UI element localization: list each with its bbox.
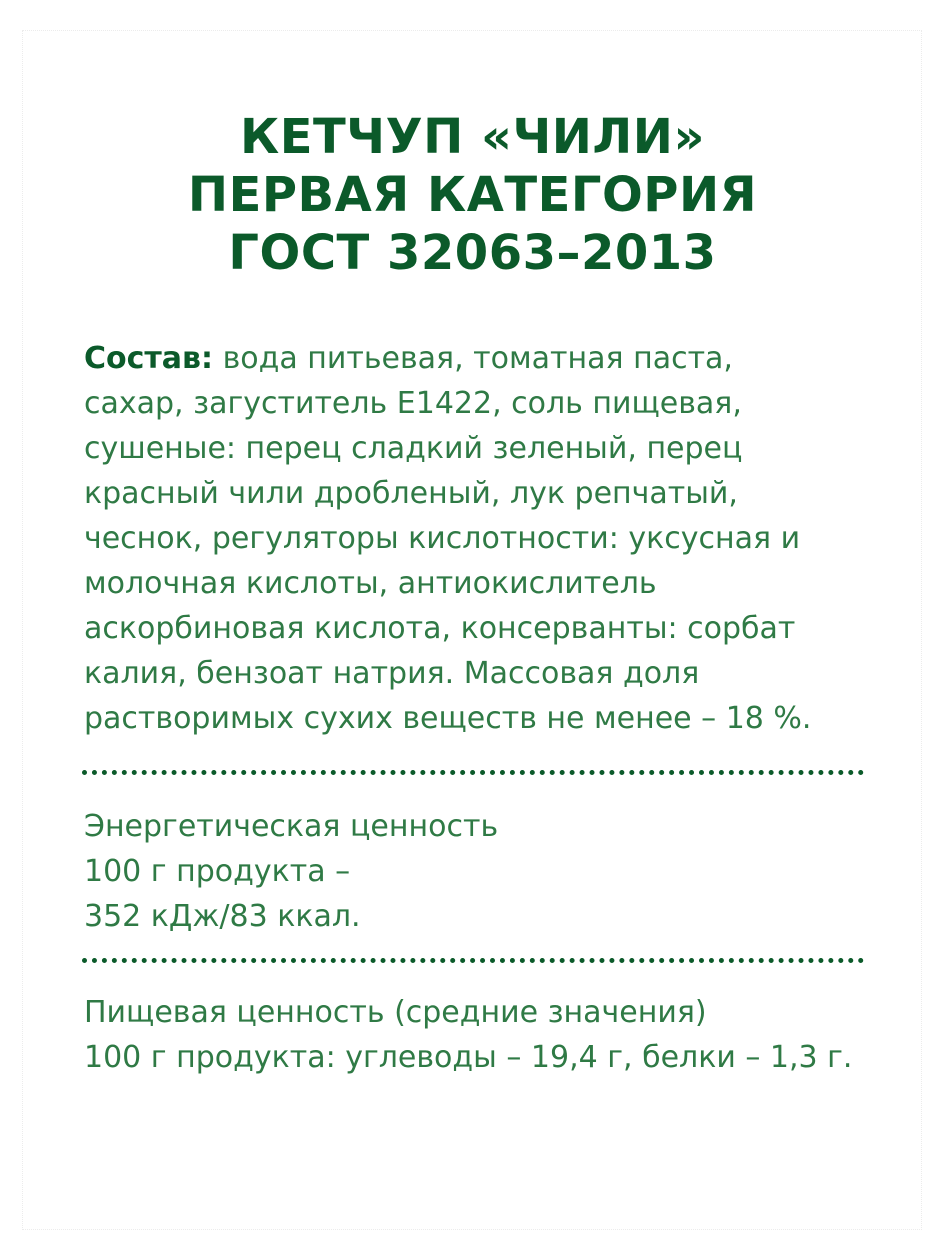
nutrition-line: Пищевая ценность (средние значения) (84, 995, 707, 1030)
product-title (0, 108, 945, 282)
energy-line: 100 г продукта – (84, 854, 351, 889)
energy-line: Энергетическая ценность (84, 809, 499, 844)
title-line-2: ПЕРВАЯ КАТЕГОРИЯ (187, 167, 758, 223)
nutrition-value-section (84, 990, 852, 1080)
composition-text (84, 336, 884, 741)
composition-line: красный чили дробленый, лук репчатый, (84, 476, 738, 511)
composition-line: калия, бензоат натрия. Массовая доля (84, 656, 700, 691)
composition-line: сахар, загуститель Е1422, соль пищевая, (84, 386, 742, 421)
dotted-divider (82, 770, 864, 775)
nutrition-line: 100 г продукта: углеводы – 19,4 г, белки – 1,3 г. (84, 1040, 853, 1075)
title-line-3: ГОСТ 32063–2013 (228, 225, 717, 281)
dotted-divider (82, 958, 864, 963)
composition-section (84, 336, 884, 741)
composition-label: Состав: (84, 341, 214, 376)
energy-line: 352 кДж/83 ккал. (84, 899, 361, 934)
composition-line: сушеные: перец сладкий зеленый, перец (84, 431, 743, 466)
composition-line: молочная кислоты, антиокислитель (84, 566, 657, 601)
title-line-1: КЕТЧУП «ЧИЛИ» (240, 109, 705, 165)
composition-line: аскорбиновая кислота, консерванты: сорбат (84, 611, 796, 646)
composition-line: чеснок, регуляторы кислотности: уксусная и (84, 521, 801, 556)
energy-value-section (84, 804, 498, 939)
composition-line: вода питьевая, томатная паста, (213, 341, 733, 376)
composition-line: растворимых сухих веществ не менее – 18 %. (84, 701, 812, 736)
